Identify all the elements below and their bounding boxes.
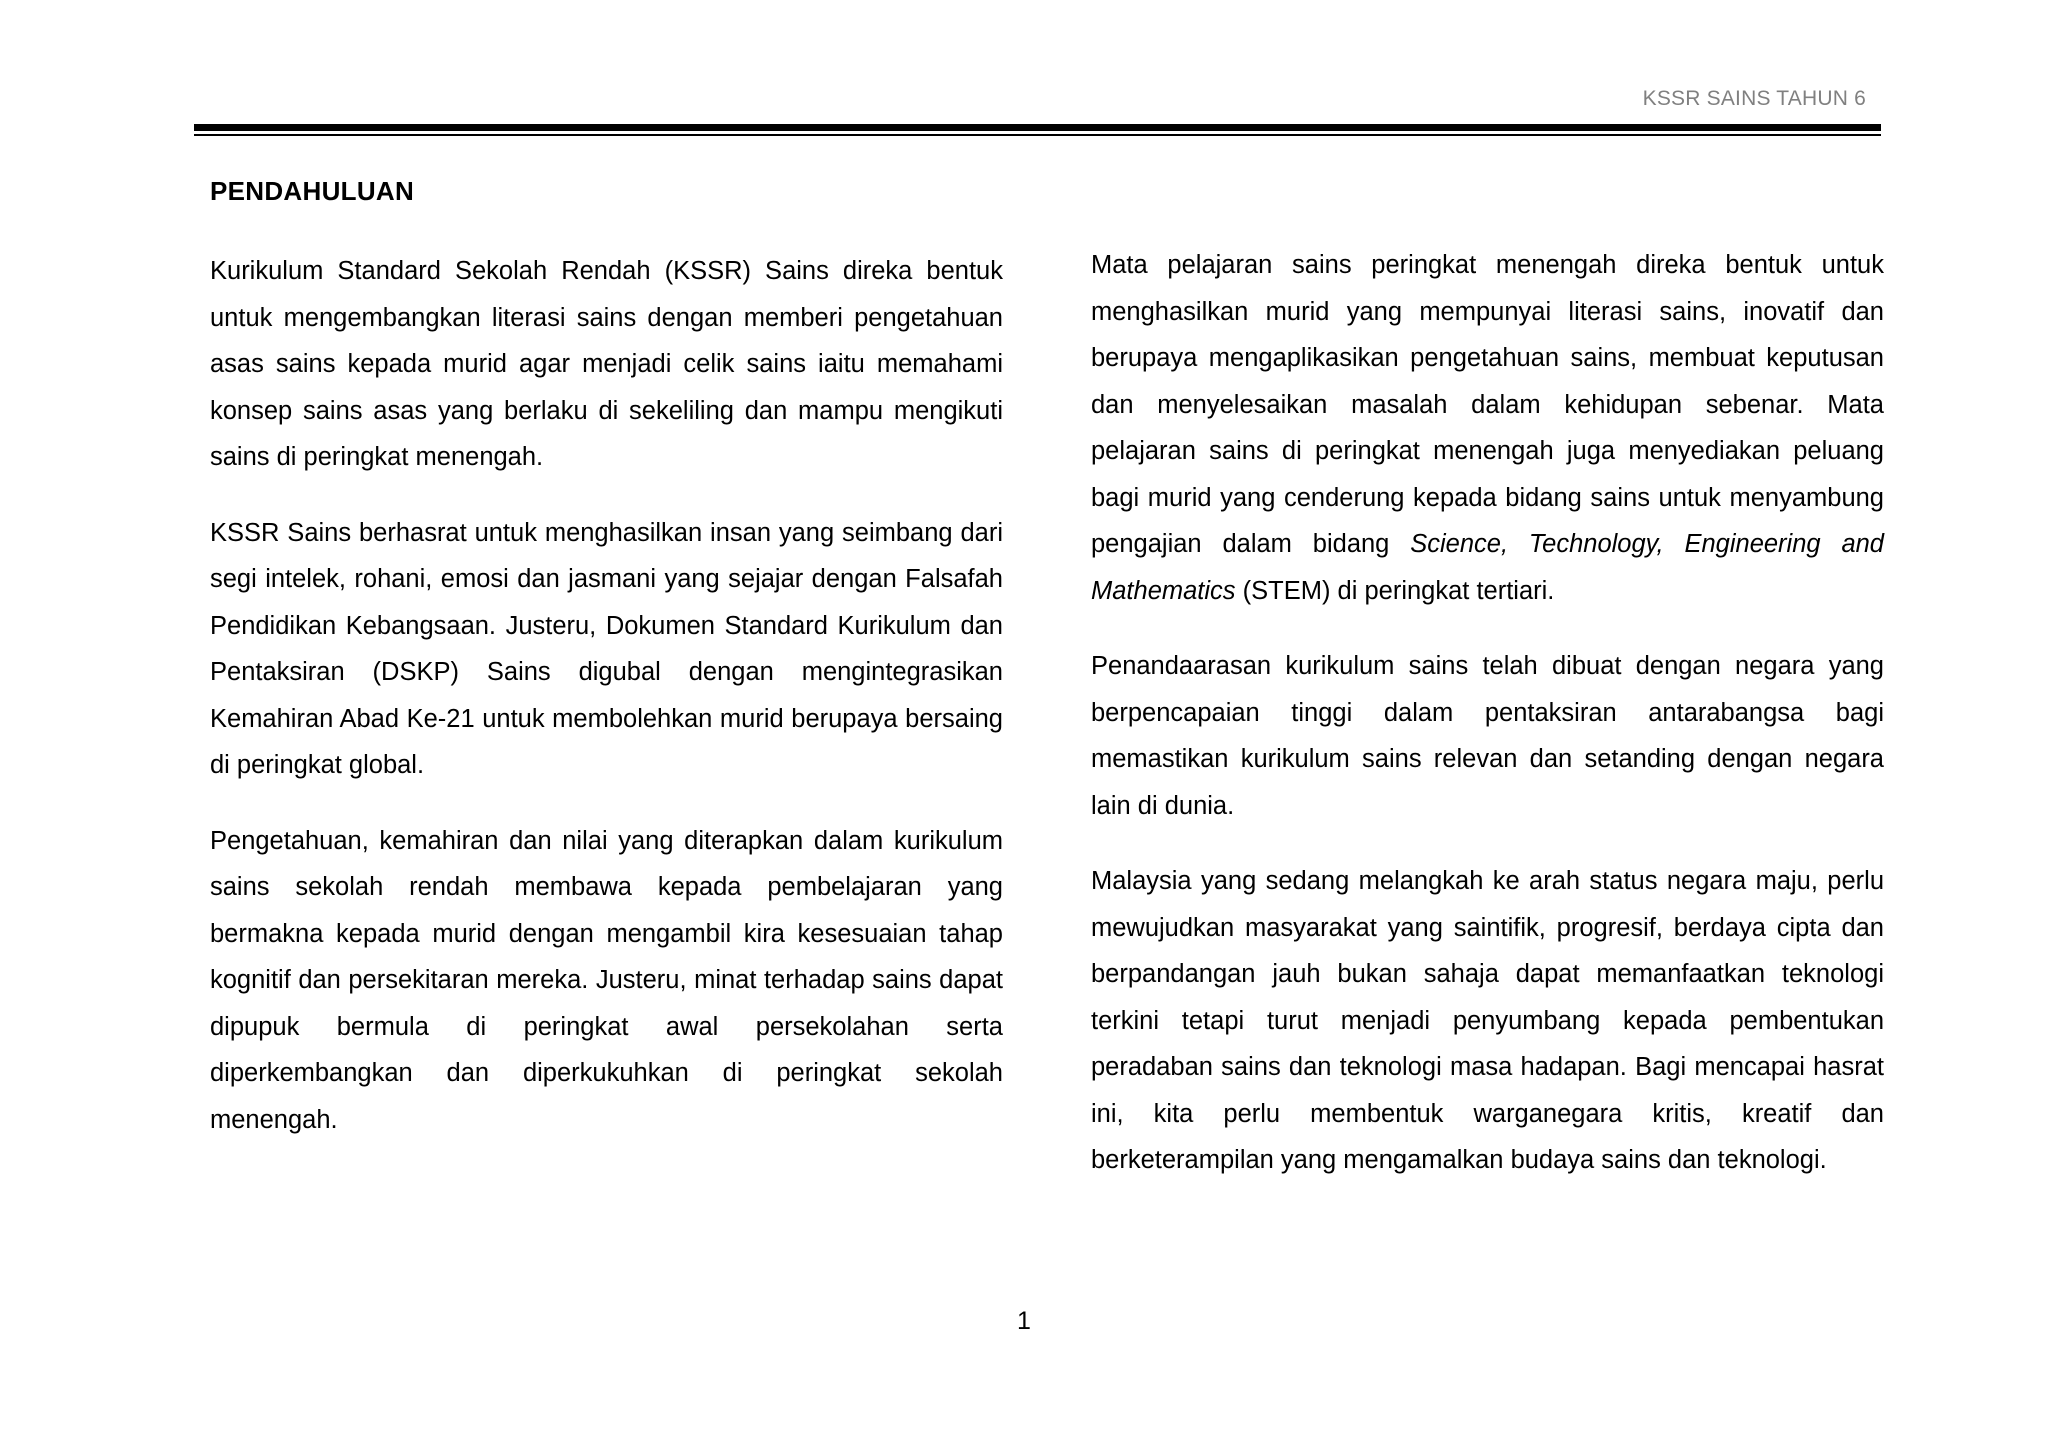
right-paragraph-1-text-a: Mata pelajaran sains peringkat menengah direka bentuk untuk menghasilkan murid yang mempunyai literasi sains, inovatif dan berupaya mengaplikasikan pengetahuan sains, membuat keputusan dan menyelesaikan masalah dalam kehidupan sebenar. Mata pelajaran sains di peringkat menengah juga menyediakan peluang bagi murid yang cenderung kepada bidang sains untuk menyambung pengajian dalam bidang (1091, 251, 1884, 558)
page-number: 1 (1017, 1307, 1031, 1335)
stem-italic-term: Science, Technology, Engineering and Mathematics (1091, 530, 1884, 605)
left-paragraph-3: Pengetahuan, kemahiran dan nilai yang diterapkan dalam kurikulum sains sekolah rendah membawa kepada pembelajaran yang bermakna kepada murid dengan mengambil kira kesesuaian tahap kognitif dan persekitaran mereka. Justeru, minat terhadap sains dapat dipupuk bermula di peringkat awal persekolahan serta diperkembangkan dan diperkukuhkan di peringkat sekolah menengah. (210, 826, 1003, 1134)
left-paragraph-2: KSSR Sains berhasrat untuk menghasilkan insan yang seimbang dari segi intelek, rohani, emosi dan jasmani yang sejajar dengan Falsafah Pendidikan Kebangsaan. Justeru, Dokumen Standard Kurikulum dan Pentaksiran (DSKP) Sains digubal dengan mengintegrasikan Kemahiran Abad Ke-21 untuk membolehkan murid berupaya bersaing di peringkat global. (210, 518, 1003, 779)
running-header-title: KSSR SAINS TAHUN 6 (1642, 87, 1866, 110)
right-paragraph-1-text-b: (STEM) di peringkat tertiari. (1235, 576, 1555, 605)
left-column (210, 248, 1003, 1172)
right-paragraph-2: Penandaarasan kurikulum sains telah dibuat dengan negara yang berpencapaian tinggi dalam pentaksiran antarabangsa bagi memastikan kurikulum sains relevan dan setanding dengan negara lain di dunia. (1091, 652, 1884, 820)
header-rule-thin (194, 134, 1881, 136)
right-paragraph-3: Malaysia yang sedang melangkah ke arah status negara maju, perlu mewujudkan masyarakat yang saintifik, progresif, berdaya cipta dan berpandangan jauh bukan sahaja dapat memanfaatkan teknologi terkini tetapi turut menjadi penyumbang kepada pembentukan peradaban sains dan teknologi masa hadapan. Bagi mencapai hasrat ini, kita perlu membentuk warganegara kritis, kreatif dan berketerampilan yang mengamalkan budaya sains dan teknologi. (1091, 867, 1884, 1174)
right-paragraph-1 (1091, 242, 1884, 614)
section-heading: PENDAHULUAN (210, 176, 415, 206)
header-rule-thick (194, 124, 1881, 131)
left-paragraph-1: Kurikulum Standard Sekolah Rendah (KSSR) Sains direka bentuk untuk mengembangkan literasi sains dengan memberi pengetahuan asas sains kepada murid agar menjadi celik sains iaitu memahami konsep sains asas yang berlaku di sekeliling dan mampu mengikuti sains di peringkat menengah. (210, 257, 1003, 471)
right-column (1091, 242, 1884, 1213)
